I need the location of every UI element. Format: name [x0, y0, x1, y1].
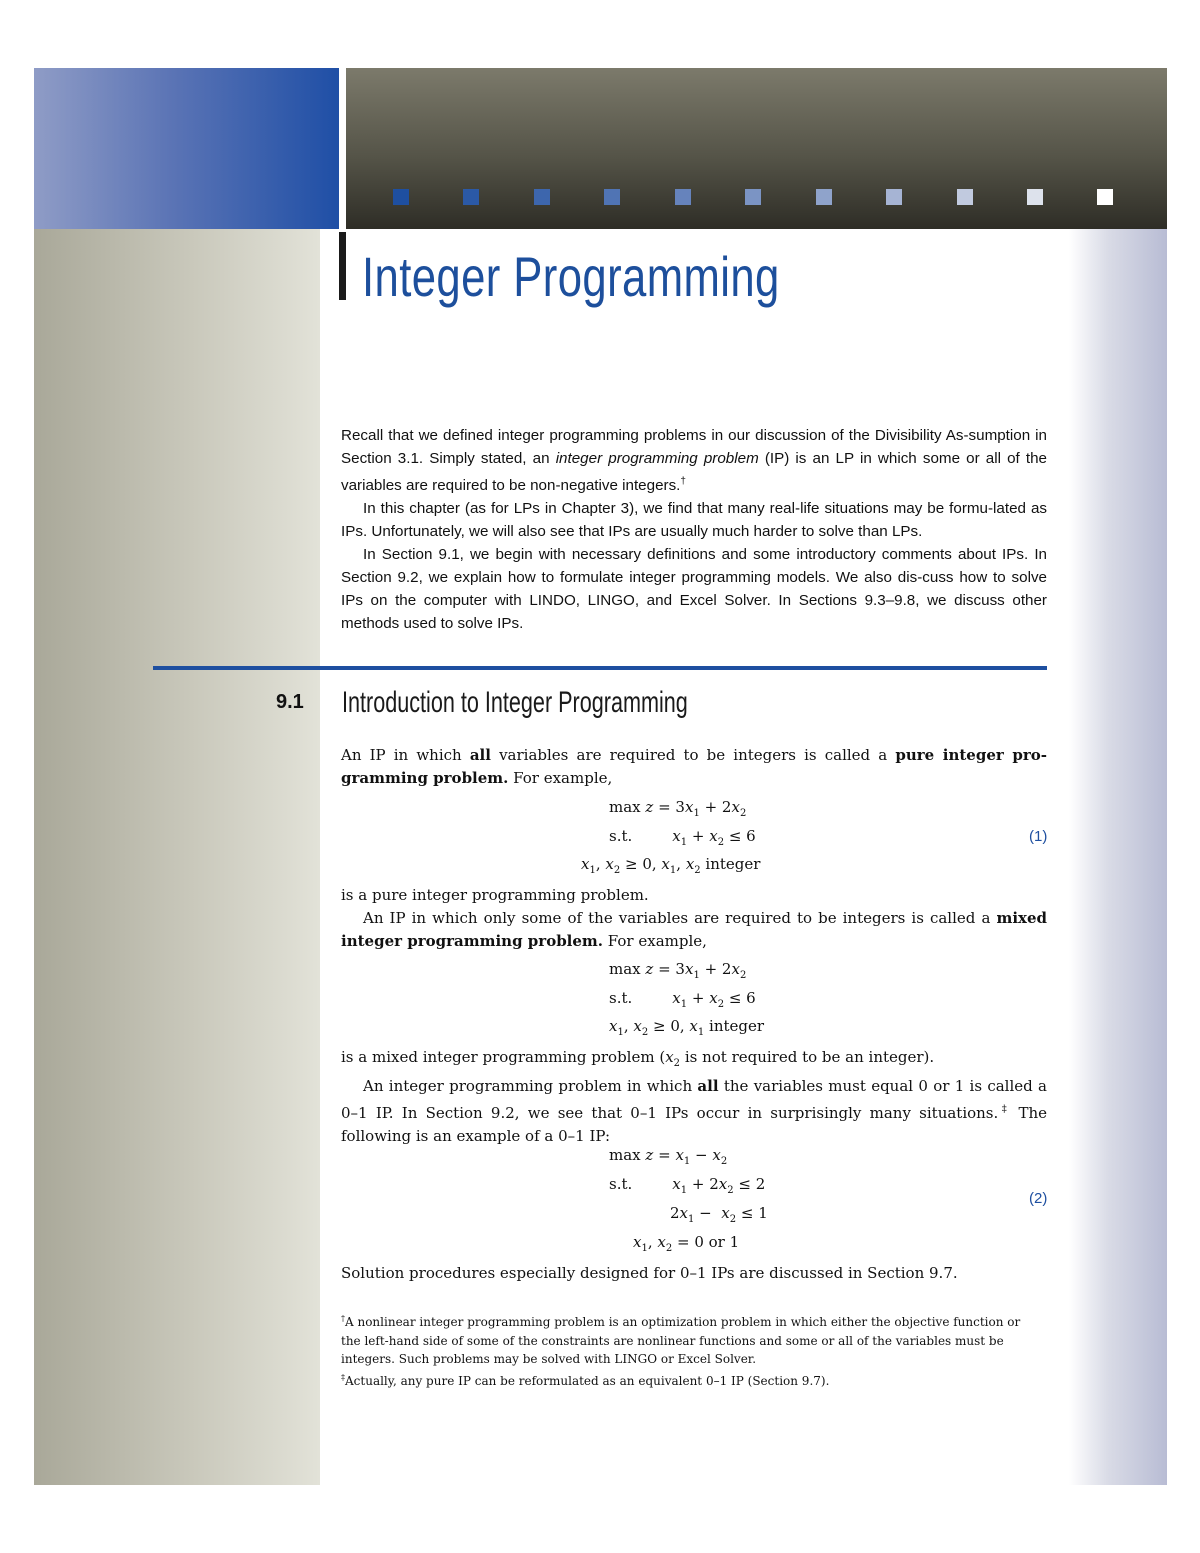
intro-paragraph: In Section 9.1, we begin with necessary definitions and some introductory comments about IPs. In Section 9.2, we explain how to formulate integer programming models. We also dis-cuss how to solve IPs on the computer with LINDO, LINGO, and Excel Solver. In Sections 9.3–9.8, we discuss other methods used to solve IPs.	[341, 546, 1047, 633]
section-rule	[153, 666, 1047, 670]
header-square	[604, 189, 620, 205]
objective-row: $\max z = 3x_1 + 2x_2$	[609, 960, 747, 981]
body-paragraph-mixed: is a pure integer programming problem. An IP in which only some of the variables are required to be integers is called a mixed integer programming problem. For example,	[341, 886, 1047, 950]
equation-number: (2)	[1029, 1190, 1048, 1207]
footnote-marker: ‡	[998, 1104, 1011, 1115]
term-mixed-ip: mixed integer programming problem.	[341, 909, 1047, 950]
header-square	[816, 189, 832, 205]
section-title: Introduction to Integer Programming	[342, 686, 688, 719]
header-square	[534, 189, 550, 205]
intro-paragraph: Recall that we defined integer programming problems in our discussion of the Divisibility As-sumption in Section 3.1. Simply stated, an integer programming problem (IP) is an LP in which some or all of the variables are required to be non-negative integers.†	[341, 427, 1047, 495]
right-sidebar	[1069, 229, 1167, 1485]
header-square	[1027, 189, 1043, 205]
header-square	[886, 189, 902, 205]
chapter-title: Integer Programming	[362, 245, 780, 308]
header-divider	[339, 68, 346, 229]
constraint-row: s.t. $x_1 + 2x_2 \le 2$	[609, 1175, 766, 1196]
integrality-row: $x_1$, $x_2 \ge 0$, $x_1$ integer	[609, 1017, 765, 1038]
constraint-row: s.t. $x_1 + x_2 \le 6$	[609, 989, 756, 1010]
equation-number: (1)	[1029, 828, 1048, 845]
body-paragraph-closing: Solution procedures especially designed for 0–1 IPs are discussed in Section 9.7.	[341, 1264, 958, 1282]
body-paragraph-pure: An IP in which all variables are required to be integers is called a pure integer pro-gramming problem. For example,	[341, 746, 1047, 787]
footnote: ‡Actually, any pure IP can be reformulated as an equivalent 0–1 IP (Section 9.7).	[341, 1372, 830, 1388]
term-pure-ip: pure integer pro-gramming problem.	[341, 746, 1047, 787]
header-square	[463, 189, 479, 205]
constraint-row: s.t. $x_1 + x_2 \le 6$	[609, 827, 756, 848]
header-square	[675, 189, 691, 205]
body-paragraph-01: is a mixed integer programming problem ($x_2$ is not required to be an integer). An integer programming problem in which all the variables must equal 0 or 1 is called a 0–1 IP. In Section 9.2, we see that 0–1 IPs occur in surprisingly many situations.‡ The following is an example of a 0–1 IP:	[341, 1048, 1047, 1145]
integrality-row: $x_1$, $x_2 = 0$ or 1	[633, 1233, 740, 1254]
header-square	[393, 189, 409, 205]
header-square	[957, 189, 973, 205]
constraint-row: $2x_1 - x_2 \le 1$	[670, 1204, 768, 1225]
intro-paragraph: In this chapter (as for LPs in Chapter 3), we find that many real-life situations may be formu-lated as IPs. Unfortunately, we will also see that IPs are usually much harder to solve than LPs.	[341, 500, 1047, 541]
title-marker-bar	[339, 232, 346, 300]
integrality-row: $x_1$, $x_2 \ge 0$, $x_1$, $x_2$ integer	[581, 855, 761, 876]
objective-row: $\max z = x_1 - x_2$	[609, 1146, 728, 1167]
header-square	[745, 189, 761, 205]
header-square	[1097, 189, 1113, 205]
footnote: †A nonlinear integer programming problem is an optimization problem in which either the objective function or the left-hand side of some of the constraints are nonlinear functions and some or all of the variables must be integers. Such problems may be solved with LINGO or Excel Solver.	[341, 1314, 1021, 1366]
objective-row: $\max z = 3x_1 + 2x_2$	[609, 798, 747, 819]
footnotes	[341, 1310, 1041, 1390]
left-sidebar	[34, 229, 320, 1485]
footnote-marker: †	[680, 476, 686, 487]
section-number: 9.1	[276, 691, 304, 713]
chapter-intro	[341, 424, 1047, 635]
header-gradient-left	[34, 68, 339, 229]
